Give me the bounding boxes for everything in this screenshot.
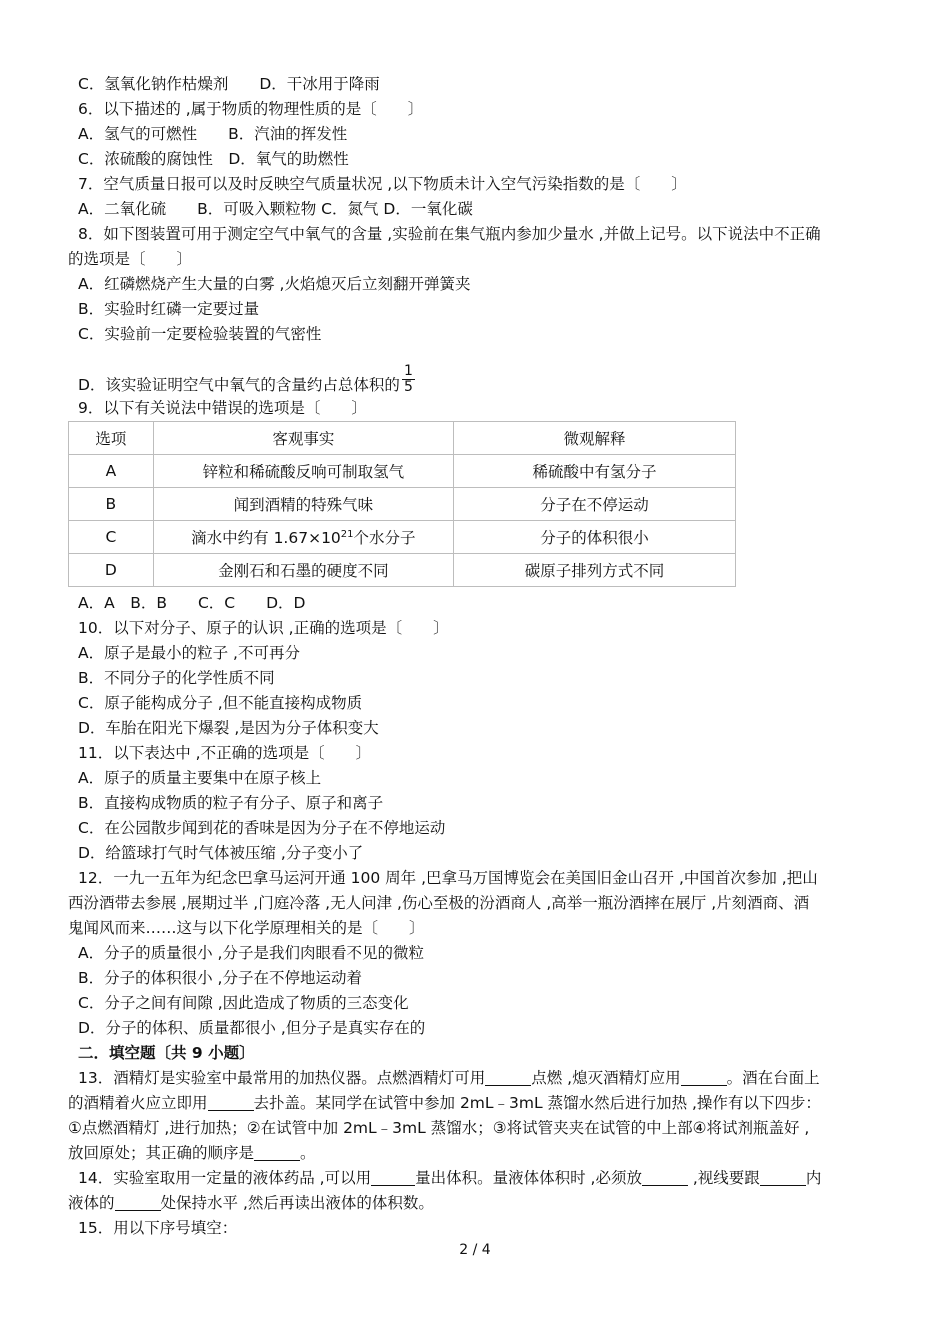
q13-text: 。 — [300, 1144, 316, 1162]
fraction-numerator: 1 — [403, 363, 413, 379]
answer-blank[interactable] — [371, 1167, 415, 1186]
table-cell-explanation: 碳原子排列方式不同 — [453, 554, 735, 587]
q14-text: ,视线要跟 — [687, 1169, 760, 1187]
q13-text: 去扑盖。某同学在试管中参加 2mL﹣3mL 蒸馏水然后进行加热 ,操作有以下四步： — [253, 1094, 821, 1112]
q8-option-b: B．实验时红磷一定要过量 — [78, 300, 260, 318]
q13-text: 点燃 ,熄灭酒精灯应用 — [531, 1069, 681, 1087]
q11-option-c: C．在公园散步闻到花的香味是因为分子在不停地运动 — [78, 819, 446, 837]
q14-text: 14．实验室取用一定量的液体药品 ,可以用 — [78, 1169, 372, 1187]
q12-stem-line2: 西汾酒带去参展 ,展期过半 ,门庭冷落 ,无人问津 ,伤心至极的汾酒商人 ,高举一瓶汾酒摔在展厅 ,片刻酒商、酒 — [68, 894, 810, 912]
q10-option-b: B．不同分子的化学性质不同 — [78, 669, 275, 687]
table-row — [69, 554, 736, 587]
answer-blank[interactable] — [208, 1092, 254, 1111]
table-cell-option: D — [69, 554, 154, 587]
q9-stem: 9．以下有关说法中错误的选项是〔 〕 — [78, 399, 367, 417]
section-heading-fill-blank: 二．填空题〔共 9 小题〕 — [78, 1044, 255, 1062]
q11-option-a: A．原子的质量主要集中在原子核上 — [78, 769, 322, 787]
q13-line1 — [78, 1066, 894, 1091]
q6-options-ab: A．氢气的可燃性 B．汽油的挥发性 — [78, 125, 348, 143]
answer-blank[interactable] — [681, 1067, 727, 1086]
q14-text: 内 — [805, 1169, 822, 1187]
q9-options: A．A B．B C．C D．D — [78, 594, 306, 612]
q14-line1 — [78, 1166, 894, 1191]
table-cell-fact: 金刚石和石墨的硬度不同 — [153, 554, 453, 587]
table-header-cell: 选项 — [69, 422, 154, 455]
table-cell-explanation: 稀硫酸中有氢分子 — [453, 455, 735, 488]
fact-text-pre: 滴水中约有 1.67×10 — [191, 529, 341, 547]
q12-stem-line3: 鬼闻风而来……这与以下化学原理相关的是〔 〕 — [68, 919, 425, 937]
answer-blank[interactable] — [254, 1142, 300, 1161]
q13-line3: ①点燃酒精灯 ,进行加热；②在试管中加 2mL﹣3mL 蒸馏水；③将试管夹夹在试管的中上部④将试剂瓶盖好 , — [68, 1119, 810, 1137]
table-row — [69, 455, 736, 488]
q6-stem: 6．以下描述的 ,属于物质的物理性质的是〔 〕 — [78, 100, 424, 118]
q8-stem-line2: 的选项是〔 〕 — [68, 250, 193, 268]
table-cell-option: B — [69, 488, 154, 521]
q6-options-cd: C．浓硫酸的腐蚀性 D．氧气的助燃性 — [78, 150, 349, 168]
fraction-denominator: 5 — [403, 379, 413, 395]
q12-option-d: D．分子的体积、质量都很小 ,但分子是真实存在的 — [78, 1019, 426, 1037]
q13-text: 放回原处；其正确的顺序是 — [68, 1144, 255, 1162]
q11-option-d: D．给篮球打气时气体被压缩 ,分子变小了 — [78, 844, 364, 862]
table-cell-fact: 锌粒和稀硫酸反响可制取氢气 — [153, 455, 453, 488]
q8-stem-line1: 8．如下图装置可用于测定空气中氧气的含量 ,实验前在集气瓶内参加少量水 ,并做上记号。以下说法中不正确 — [78, 225, 821, 243]
table-cell-fact — [153, 521, 453, 554]
q12-option-c: C．分子之间有间隙 ,因此造成了物质的三态变化 — [78, 994, 409, 1012]
q12-option-b: B．分子的体积很小 ,分子在不停地运动着 — [78, 969, 362, 987]
table-row — [69, 488, 736, 521]
answer-blank[interactable] — [485, 1067, 531, 1086]
q8-option-c: C．实验前一定要检验装置的气密性 — [78, 325, 322, 343]
q13-line2 — [68, 1091, 884, 1116]
q14-text: 液体的 — [68, 1194, 115, 1212]
answer-blank[interactable] — [115, 1192, 161, 1211]
q13-text: 的酒精着火应立即用 — [68, 1094, 208, 1112]
q7-stem: 7．空气质量日报可以及时反映空气质量状况 ,以下物质未计入空气污染指数的是〔 〕 — [78, 175, 687, 193]
table-header-cell: 客观事实 — [153, 422, 453, 455]
fact-text-post: 个水分子 — [353, 529, 416, 547]
q10-stem: 10．以下对分子、原子的认识 ,正确的选项是〔 〕 — [78, 619, 449, 637]
table-cell-explanation: 分子在不停运动 — [453, 488, 735, 521]
q14-text: 处保持水平 ,然后再读出液体的体积数。 — [160, 1194, 434, 1212]
table-row — [69, 521, 736, 554]
q7-options: A．二氧化硫 B．可吸入颗粒物 C．氮气 D．一氧化碳 — [78, 200, 473, 218]
q12-option-a: A．分子的质量很小 ,分子是我们肉眼看不见的微粒 — [78, 944, 424, 962]
q12-stem-line1: 12．一九一五年为纪念巴拿马运河开通 100 周年 ,巴拿马万国博览会在美国旧金山召开 ,中国首次参加 ,把山 — [78, 869, 818, 887]
q9-table — [68, 421, 736, 587]
table-cell-fact: 闻到酒精的特殊气味 — [153, 488, 453, 521]
answer-blank[interactable] — [642, 1167, 688, 1186]
q8-option-a: A．红磷燃烧产生大量的白雾 ,火焰熄灭后立刻翻开弹簧夹 — [78, 275, 471, 293]
q13-line4 — [68, 1141, 884, 1166]
q15-stem: 15．用以下序号填空： — [78, 1219, 238, 1237]
answer-blank[interactable] — [760, 1167, 806, 1186]
page-number: 2 / 4 — [459, 1242, 491, 1258]
table-header-cell: 微观解释 — [453, 422, 735, 455]
table-header-row — [69, 422, 736, 455]
q10-option-a: A．原子是最小的粒子 ,不可再分 — [78, 644, 300, 662]
q10-option-c: C．原子能构成分子 ,但不能直接构成物质 — [78, 694, 363, 712]
q14-line2 — [68, 1191, 884, 1216]
table-cell-option: C — [69, 521, 154, 554]
fraction-one-fifth — [402, 364, 415, 395]
q14-text: 量出体积。量液体体积时 ,必须放 — [415, 1169, 642, 1187]
table-cell-option: A — [69, 455, 154, 488]
q11-stem: 11．以下表达中 ,不正确的选项是〔 〕 — [78, 744, 372, 762]
q11-option-b: B．直接构成物质的粒子有分子、原子和离子 — [78, 794, 384, 812]
q13-text: 。酒在台面上 — [726, 1069, 820, 1087]
q5-option-cd: C．氢氧化钠作枯燥剂 D．干冰用于降雨 — [78, 75, 380, 93]
q10-option-d: D．车胎在阳光下爆裂 ,是因为分子体积变大 — [78, 719, 379, 737]
q13-text: 13．酒精灯是实验室中最常用的加热仪器。点燃酒精灯可用 — [78, 1069, 486, 1087]
q8-option-d-text: D．该实验证明空气中氧气的含量约占总体积的 — [78, 376, 400, 394]
fact-exponent: 21 — [340, 528, 354, 540]
table-cell-explanation: 分子的体积很小 — [453, 521, 735, 554]
